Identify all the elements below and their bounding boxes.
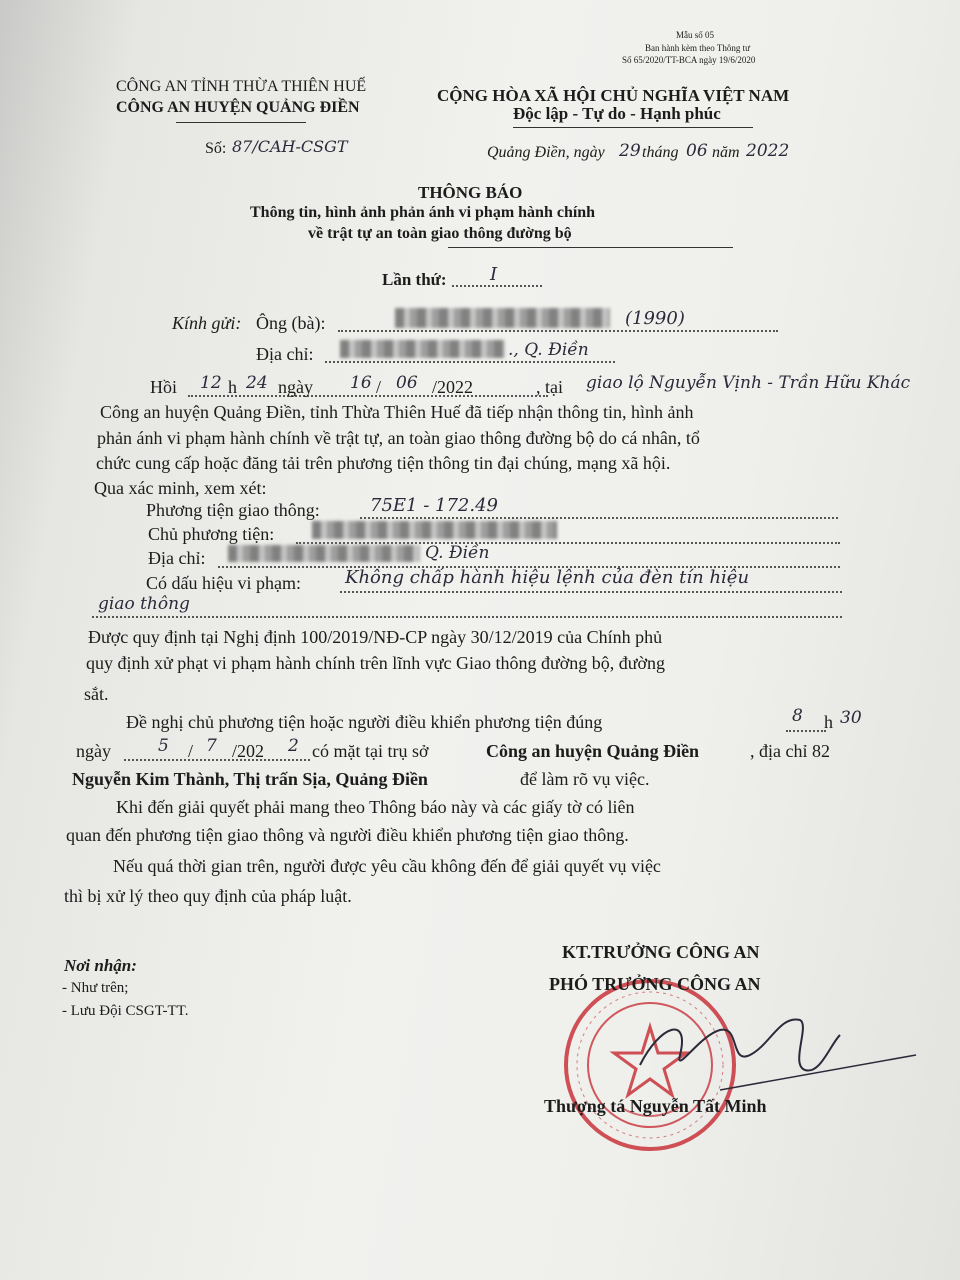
owner-address-label: Địa chỉ:	[148, 548, 206, 568]
p5-line2: quan đến phương tiện giao thông và người điều khiển phương tiện giao thông.	[66, 825, 629, 845]
attempt-dots	[452, 285, 542, 287]
p4-rest3: để làm rõ vụ việc.	[520, 769, 650, 789]
p5-line1: Khi đến giải quyết phải mang theo Thông báo này và các giấy tờ có liên	[116, 797, 635, 817]
violation-dots	[340, 591, 842, 593]
signer-role-1: KT.TRƯỞNG CÔNG AN	[562, 942, 760, 962]
p4-minute: 30	[840, 708, 862, 728]
p4-rest2: , địa chỉ 82	[750, 741, 830, 761]
p1-year: /2022	[432, 377, 474, 397]
p4-ngay: ngày	[76, 741, 111, 761]
agency-name: CÔNG AN HUYỆN QUẢNG ĐIỀN	[116, 99, 360, 116]
redacted-owner-address	[228, 545, 420, 562]
p4-h: h	[824, 712, 833, 732]
recipient-label: Kính gửi:	[172, 313, 242, 333]
form-note-number: Mẫu số 05	[676, 30, 714, 40]
p4-year-hw: 2	[288, 736, 299, 756]
violation-value: Không chấp hành hiệu lệnh của đèn tín hiệu	[345, 567, 750, 588]
attempt-label: Lần thứ:	[382, 270, 447, 289]
agency-underline	[176, 122, 306, 123]
p1-dots	[188, 395, 548, 397]
document-page: Mẫu số 05 Ban hành kèm theo Thông tư Số 65/2020/TT-BCA ngày 19/6/2020 CÔNG AN TỈNH THỪA THIÊN HUẾ CÔNG AN HUYỆN QUẢNG ĐIỀN Số: 87/CAH-CSGT CỘNG HÒA XÃ HỘI CHỦ NGHĨA VIỆT NAM Độc lập - Tự do - Hạnh phúc Quảng Điền, ngày 29 tháng 06 năm 2022 THÔNG BÁO Thông tin, hình ảnh phản ánh vi phạm hành chính về trật tự an toàn giao thông đường bộ Lần thứ: I Kính gửi: Ông (bà): (1990) Địa chỉ: ., Q. Điền Hồi 12 h 24 ngày 16 / 06 /2022 , tại giao lộ Nguyễn Vịnh - Trần Hữu Khác Công an huyện Quảng Điền, tỉnh Thừa Thiên Huế đã tiếp nhận thông tin, hình ảnh phản ánh vi phạm hành chính về trật tự, an toàn giao thông đường bộ do cá nhân, tổ chức cung cấp hoặc đăng tải trên phương tiện thông tin đại chúng, mạng xã hội. Qua xác minh, xem xét: Phương tiện giao thông: 75E1 - 172.49 Chủ phương tiện: Địa chỉ: Q. Điền Có dấu hiệu vi phạm: Không chấp hành hiệu lệnh của đèn tín hiệu giao thông Được quy định tại Nghị định 100/2019/NĐ-CP ngày 30/12/2019 của Chính phủ quy định xử phạt vi phạm hành chính trên lĩnh vực Giao thông đường bộ, đường sắt. Đề nghị chủ phương tiện hoặc người điều khiển phương tiện đúng 8 h 30 ngày 5 / 7 /202 2 có mặt tại trụ sở Công an huyện Quảng Điền , địa chỉ 82 Nguyễn Kim Thành, Thị trấn Sịa, Quảng Điền để làm rõ vụ việc. Khi đến giải quyết phải mang theo Thông báo này và các giấy tờ có liên quan đến phương tiện giao thông và người điều khiển phương tiện giao thông. Nếu quá thời gian trên, người được yêu cầu không đến để giải quyết vụ việc thì bị xử lý theo quy định của pháp luật. Nơi nhận: - Như trên; - Lưu Đội CSGT-TT. KT.TRƯỞNG CÔNG AN PHÓ TRƯỞNG CÔNG AN Thượng tá Nguyễn Tất Minh	[0, 0, 960, 1280]
date-month-label: tháng	[642, 144, 679, 161]
date-day: 29	[619, 141, 641, 161]
vehicle-plate: 75E1 - 172.49	[370, 495, 499, 516]
notice-subtitle-2: về trật tự an toàn giao thông đường bộ	[308, 225, 572, 242]
national-motto: Độc lập - Tự do - Hạnh phúc	[513, 104, 721, 123]
recipients-title: Nơi nhận:	[64, 956, 137, 975]
motto-underline	[513, 127, 753, 128]
form-note-circular: Số 65/2020/TT-BCA ngày 19/6/2020	[622, 55, 756, 65]
handwritten-signature	[600, 995, 920, 1105]
form-note-issued: Ban hành kèm theo Thông tư	[645, 43, 750, 53]
p1-hour: 12	[200, 373, 222, 393]
redacted-address	[340, 340, 505, 358]
p1-day: 16	[350, 373, 372, 393]
recipient-address-dots	[325, 361, 615, 363]
recipient-year: (1990)	[625, 308, 685, 329]
date-year-label: năm	[712, 144, 740, 161]
p4-bold-office: Công an huyện Quảng Điền	[486, 741, 700, 761]
recipient-dots	[338, 330, 778, 332]
p4-month: 7	[206, 736, 217, 756]
owner-dots	[296, 542, 840, 544]
p1-line2: Công an huyện Quảng Điền, tỉnh Thừa Thiên Huế đã tiếp nhận thông tin, hình ảnh	[100, 402, 694, 422]
p3-line1: Được quy định tại Nghị định 100/2019/NĐ-CP ngày 30/12/2019 của Chính phủ	[88, 627, 663, 647]
agency-top: CÔNG AN TỈNH THỪA THIÊN HUẾ	[116, 78, 367, 95]
p4-year: /202	[232, 741, 265, 761]
notice-title: THÔNG BÁO	[418, 183, 523, 202]
p1-h: h	[228, 377, 237, 397]
p4-date-dots	[124, 759, 310, 761]
violation-value-2: giao thông	[98, 594, 190, 614]
p4-time-dots	[786, 730, 826, 732]
owner-address-suffix: Q. Điền	[425, 543, 490, 563]
p1-hoi: Hồi	[150, 377, 177, 397]
recipient-address-label: Địa chỉ:	[256, 344, 314, 364]
p4-bold-address: Nguyễn Kim Thành, Thị trấn Sịa, Quảng Điền	[72, 769, 428, 789]
date-year: 2022	[746, 141, 790, 161]
p1-minute: 24	[246, 373, 268, 393]
p4-hour: 8	[792, 706, 803, 726]
redacted-name	[395, 308, 610, 328]
violation-dots-2	[92, 616, 842, 618]
recipient-item-1: - Như trên;	[62, 980, 129, 996]
p3-line3: sắt.	[84, 684, 109, 704]
p1-month: 06	[396, 373, 418, 393]
p6-line2: thì bị xử lý theo quy định của pháp luật.	[64, 886, 352, 906]
violation-label: Có dấu hiệu vi phạm:	[146, 573, 301, 593]
recipient-address-suffix: ., Q. Điền	[508, 340, 589, 360]
p1-ngay: ngày	[278, 377, 313, 397]
p6-line1: Nếu quá thời gian trên, người được yêu cầu không đến để giải quyết vụ việc	[113, 856, 661, 876]
redacted-owner	[312, 521, 557, 539]
vehicle-label: Phương tiện giao thông:	[146, 500, 320, 520]
recipient-prefix: Ông (bà):	[256, 313, 326, 333]
p3-line2: quy định xử phạt vi phạm hành chính trên lĩnh vực Giao thông đường bộ, đường	[86, 653, 665, 673]
recipient-item-2: - Lưu Đội CSGT-TT.	[62, 1003, 189, 1019]
doc-number-value: 87/CAH-CSGT	[232, 137, 348, 156]
doc-number-label: Số:	[205, 140, 227, 157]
p1-place: giao lộ Nguyễn Vịnh - Trần Hữu Khác	[586, 373, 911, 393]
p1-line3: phản ánh vi phạm hành chính về trật tự, an toàn giao thông đường bộ do cá nhân, tổ	[97, 428, 700, 448]
date-month: 06	[686, 141, 708, 161]
signer-role-2: PHÓ TRƯỞNG CÔNG AN	[549, 974, 761, 994]
owner-label: Chủ phương tiện:	[148, 524, 275, 544]
attempt-value: I	[490, 264, 498, 285]
country-name: CỘNG HÒA XÃ HỘI CHỦ NGHĨA VIỆT NAM	[437, 86, 790, 105]
p4-line1: Đề nghị chủ phương tiện hoặc người điều khiển phương tiện đúng	[126, 712, 603, 732]
p4-day: 5	[158, 736, 169, 756]
date-prefix: Quảng Điền, ngày	[487, 144, 605, 161]
p1-tai: , tại	[536, 377, 563, 397]
signer-name: Thượng tá Nguyễn Tất Minh	[544, 1096, 767, 1116]
notice-subtitle-1: Thông tin, hình ảnh phản ánh vi phạm hành chính	[250, 204, 596, 221]
title-underline	[448, 247, 733, 248]
vehicle-dots	[360, 517, 838, 519]
p2-intro: Qua xác minh, xem xét:	[94, 478, 267, 498]
p1-line4: chức cung cấp hoặc đăng tải trên phương tiện thông tin đại chúng, mạng xã hội.	[96, 453, 671, 473]
p4-rest: có mặt tại trụ sở	[312, 741, 429, 761]
